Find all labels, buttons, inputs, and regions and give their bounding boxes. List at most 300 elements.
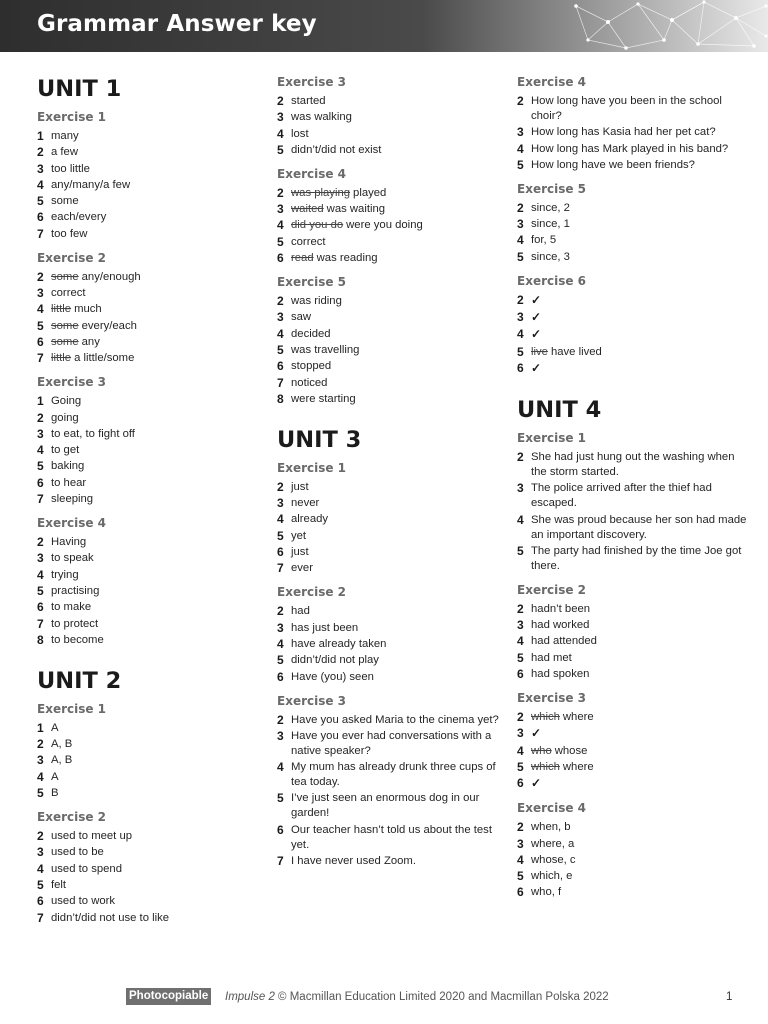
answer-text-wrap: [291, 512, 502, 527]
answer-text: was reading: [316, 252, 378, 265]
item-number: 1: [37, 720, 44, 735]
answer-column-2: [277, 74, 502, 870]
answer-text-wrap: [51, 862, 257, 877]
page-footer: [0, 988, 768, 1006]
answer-text: to speak: [51, 552, 94, 565]
item-number: 2: [277, 294, 284, 309]
item-number: 3: [37, 753, 44, 768]
unit-heading: UNIT 3: [277, 426, 362, 453]
answer-text-wrap: [51, 459, 257, 474]
exercise-block: [37, 515, 257, 648]
answer-item: [517, 513, 752, 543]
answer-text: just: [291, 480, 309, 493]
item-number: 3: [277, 310, 284, 325]
exercise-heading: Exercise 2: [517, 582, 587, 597]
answer-text: was walking: [291, 111, 352, 124]
struck-out-word: which: [531, 760, 560, 773]
item-number: 7: [277, 375, 284, 390]
answer-text: decided: [291, 327, 331, 340]
answer-text-wrap: [291, 670, 502, 685]
answer-text: trying: [51, 568, 79, 581]
exercise-heading: Exercise 5: [517, 181, 587, 196]
answer-text-wrap: [291, 529, 502, 544]
answer-text: Have you asked Maria to the cinema yet?: [291, 713, 499, 726]
answer-text-wrap: [51, 270, 257, 285]
exercise-block: [37, 701, 257, 801]
answer-text: each/every: [51, 211, 107, 224]
item-number: 2: [277, 712, 284, 727]
answer-item: [37, 351, 257, 366]
answer-item: [37, 862, 257, 877]
answer-text-wrap: [51, 302, 257, 317]
item-number: 2: [37, 410, 44, 425]
answer-text-wrap: [291, 545, 502, 560]
item-number: 2: [37, 145, 44, 160]
item-number: 7: [277, 854, 284, 869]
answer-text: Have (you) seen: [291, 670, 374, 683]
exercise-block: [277, 584, 502, 684]
item-number: 5: [277, 142, 284, 157]
answer-text-wrap: [531, 361, 752, 377]
answer-item: [37, 129, 257, 144]
answer-item: [517, 776, 752, 792]
item-number: 5: [517, 344, 524, 359]
item-number: 6: [37, 894, 44, 909]
item-number: 3: [517, 618, 524, 633]
answer-text-wrap: [531, 837, 752, 852]
item-number: 6: [277, 669, 284, 684]
item-number: 6: [37, 334, 44, 349]
answer-text: too little: [51, 162, 90, 175]
answer-text: too few: [51, 227, 88, 240]
answer-text-wrap: [531, 94, 752, 124]
answer-item: [517, 602, 752, 617]
item-number: 6: [517, 360, 524, 375]
answer-text-wrap: [291, 127, 502, 142]
item-number: 6: [517, 885, 524, 900]
item-number: 3: [37, 551, 44, 566]
answer-text-wrap: [531, 651, 752, 666]
answer-item: [517, 820, 752, 835]
answer-text: had worked: [531, 619, 590, 632]
answer-text: I have never used Zoom.: [291, 855, 416, 868]
answer-text: used to be: [51, 846, 104, 859]
item-number: 3: [517, 726, 524, 741]
answer-text: A, B: [51, 738, 73, 751]
answer-text-wrap: [291, 823, 502, 853]
answer-text: baking: [51, 460, 85, 473]
answer-text: any/enough: [81, 270, 141, 283]
struck-out-word: some: [51, 270, 79, 283]
item-number: 3: [517, 481, 524, 496]
item-number: 3: [277, 496, 284, 511]
item-number: 3: [517, 217, 524, 232]
item-number: 5: [517, 543, 524, 558]
item-number: 4: [517, 233, 524, 248]
answer-text-wrap: [531, 760, 752, 775]
answer-text: was waiting: [326, 203, 386, 216]
exercise-block: [37, 374, 257, 507]
exercise-heading: Exercise 4: [517, 801, 587, 816]
item-number: 2: [517, 449, 524, 464]
struck-out-word: little: [51, 303, 72, 316]
item-number: 2: [517, 820, 524, 835]
exercise-block: [517, 430, 752, 574]
answer-item: [277, 823, 502, 853]
answer-item: [37, 145, 257, 160]
item-number: 6: [277, 545, 284, 560]
answer-item: [517, 544, 752, 574]
answer-item: [517, 158, 752, 173]
exercise-heading: Exercise 3: [277, 693, 347, 708]
answer-text-wrap: [531, 869, 752, 884]
answer-text-wrap: [531, 634, 752, 649]
answer-text: hadn’t been: [531, 602, 591, 615]
answer-text-wrap: [51, 210, 257, 225]
answer-text-wrap: [531, 820, 752, 835]
check-mark-icon: ✓: [531, 776, 542, 791]
answer-text: had met: [531, 651, 572, 664]
answer-item: [37, 270, 257, 285]
item-number: 6: [517, 667, 524, 682]
item-number: 3: [517, 310, 524, 325]
page-header: [0, 0, 768, 52]
answer-text-wrap: [291, 854, 502, 869]
answer-text-wrap: [291, 343, 502, 358]
item-number: 4: [277, 760, 284, 775]
answer-text-wrap: [51, 737, 257, 752]
item-number: 3: [517, 125, 524, 140]
item-number: 3: [277, 620, 284, 635]
answer-text: where: [562, 711, 594, 724]
unit-heading: UNIT 2: [37, 667, 122, 694]
item-number: 5: [277, 528, 284, 543]
answer-item: [277, 791, 502, 821]
item-number: 5: [37, 318, 44, 333]
answer-text: to protect: [51, 617, 99, 630]
answer-text-wrap: [51, 600, 257, 615]
answer-item: [277, 561, 502, 576]
item-number: 2: [37, 269, 44, 284]
item-number: 2: [517, 601, 524, 616]
item-number: 3: [517, 836, 524, 851]
answer-text-wrap: [51, 145, 257, 160]
answer-item: [37, 492, 257, 507]
answer-item: [277, 760, 502, 790]
item-number: 2: [517, 710, 524, 725]
item-number: 4: [517, 634, 524, 649]
answer-item: [37, 894, 257, 909]
answer-text-wrap: [531, 710, 752, 725]
item-number: 4: [37, 769, 44, 784]
answer-text: never: [291, 497, 320, 510]
answer-item: [517, 201, 752, 216]
answer-item: [37, 286, 257, 301]
answer-item: [517, 634, 752, 649]
answer-text: stopped: [291, 360, 332, 373]
answer-item: [517, 361, 752, 377]
answer-item: [37, 459, 257, 474]
answer-item: [517, 345, 752, 360]
answer-text-wrap: [51, 351, 257, 366]
answer-text: lost: [291, 127, 309, 140]
item-number: 5: [37, 786, 44, 801]
answer-item: [517, 217, 752, 232]
item-number: 3: [37, 845, 44, 860]
answer-text-wrap: [531, 217, 752, 232]
item-number: 5: [37, 877, 44, 892]
answer-text-wrap: [531, 744, 752, 759]
item-number: 5: [37, 459, 44, 474]
item-number: 2: [37, 737, 44, 752]
answer-text-wrap: [291, 359, 502, 374]
struck-out-word: was playing: [291, 186, 351, 199]
item-number: 7: [37, 492, 44, 507]
item-number: 5: [517, 650, 524, 665]
answer-text-wrap: [531, 853, 752, 868]
answer-text: some: [51, 195, 79, 208]
answer-text: My mum has already drunk three cups of tea today.: [291, 761, 496, 789]
answer-text-wrap: [531, 327, 752, 343]
answer-item: [277, 637, 502, 652]
answer-text: were you doing: [346, 219, 423, 232]
answer-item: [517, 233, 752, 248]
answer-item: [277, 670, 502, 685]
answer-text-wrap: [531, 125, 752, 140]
item-number: 4: [277, 218, 284, 233]
exercise-heading: Exercise 3: [517, 691, 587, 706]
exercise-heading: Exercise 4: [37, 516, 107, 531]
answer-item: [37, 535, 257, 550]
answer-text: any/many/a few: [51, 178, 131, 191]
answer-text-wrap: [291, 637, 502, 652]
answer-text: any: [81, 335, 100, 348]
struck-out-word: waited: [291, 203, 324, 216]
answer-text: correct: [291, 235, 326, 248]
answer-text-wrap: [51, 721, 257, 736]
answer-text-wrap: [291, 235, 502, 250]
item-number: 4: [517, 852, 524, 867]
struck-out-word: read: [291, 252, 314, 265]
answer-text-wrap: [291, 110, 502, 125]
answer-item: [37, 600, 257, 615]
answer-item: [37, 737, 257, 752]
item-number: 3: [277, 728, 284, 743]
item-number: 4: [37, 302, 44, 317]
answer-text-wrap: [51, 411, 257, 426]
answer-text-wrap: [51, 535, 257, 550]
answer-item: [37, 911, 257, 926]
answer-item: [517, 651, 752, 666]
answer-item: [277, 653, 502, 668]
item-number: 2: [277, 604, 284, 619]
answer-item: [517, 125, 752, 140]
struck-out-word: some: [51, 335, 79, 348]
answer-item: [37, 319, 257, 334]
answer-text: felt: [51, 878, 67, 891]
item-number: 2: [277, 94, 284, 108]
answer-item: [37, 584, 257, 599]
item-number: 6: [37, 475, 44, 490]
answer-text-wrap: [531, 233, 752, 248]
item-number: 5: [277, 342, 284, 357]
answer-item: [517, 94, 752, 124]
answer-item: [37, 194, 257, 209]
answer-text: A, B: [51, 754, 73, 767]
unit-heading: UNIT 4: [517, 396, 602, 423]
exercise-block: [517, 181, 752, 265]
exercise-heading: Exercise 4: [517, 75, 587, 89]
answer-text-wrap: [531, 776, 752, 792]
answer-text-wrap: [51, 633, 257, 648]
answer-text-wrap: [51, 753, 257, 768]
answer-item: [277, 202, 502, 217]
answer-text-wrap: [531, 250, 752, 265]
item-number: 2: [517, 292, 524, 307]
answer-text-wrap: [291, 376, 502, 391]
answer-text: didn’t/did not play: [291, 654, 379, 667]
exercise-heading: Exercise 1: [277, 460, 347, 475]
answer-text: much: [74, 303, 102, 316]
answer-text-wrap: [531, 481, 752, 511]
answer-text-wrap: [51, 319, 257, 334]
exercise-block: [277, 460, 502, 576]
answer-item: [37, 162, 257, 177]
answer-text: The party had finished by the time Joe got there.: [531, 544, 742, 572]
answer-text-wrap: [51, 427, 257, 442]
item-number: 3: [37, 161, 44, 176]
exercise-block: [517, 74, 752, 173]
answer-text-wrap: [291, 604, 502, 619]
item-number: 2: [37, 535, 44, 550]
answer-item: [277, 310, 502, 325]
answer-text-wrap: [531, 667, 752, 682]
answer-item: [277, 294, 502, 309]
answer-item: [517, 327, 752, 343]
answer-text-wrap: [51, 194, 257, 209]
item-number: 4: [37, 861, 44, 876]
answer-text: were starting: [291, 392, 356, 405]
answer-item: [277, 359, 502, 374]
answer-text: How long have we been friends?: [531, 158, 695, 171]
answer-text: practising: [51, 584, 100, 597]
answer-text: She had just hung out the washing when the storm started.: [531, 450, 735, 478]
page-number: 1: [726, 991, 733, 1003]
answer-item: [517, 250, 752, 265]
item-number: 3: [37, 426, 44, 441]
item-number: 5: [37, 583, 44, 598]
answer-text: yet: [291, 529, 307, 542]
answer-text-wrap: [291, 496, 502, 511]
item-number: 6: [517, 776, 524, 791]
answer-text: started: [291, 95, 326, 107]
answer-text-wrap: [291, 480, 502, 495]
answer-item: [277, 512, 502, 527]
exercise-block: [517, 800, 752, 900]
item-number: 6: [277, 251, 284, 266]
answer-item: [517, 760, 752, 775]
answer-text: noticed: [291, 376, 328, 389]
answer-item: [277, 376, 502, 391]
answer-text-wrap: [531, 602, 752, 617]
answer-item: [37, 210, 257, 225]
answer-item: [277, 545, 502, 560]
answer-text: played: [353, 186, 387, 199]
answer-item: [37, 178, 257, 193]
exercise-block: [517, 690, 752, 792]
answer-text-wrap: [51, 227, 257, 242]
answer-item: [277, 235, 502, 250]
answer-text-wrap: [51, 286, 257, 301]
answer-text-wrap: [291, 143, 502, 158]
answer-text: Going: [51, 395, 82, 408]
answer-item: [37, 878, 257, 893]
item-number: 7: [277, 561, 284, 576]
answer-text: She was proud because her son had made an important discovery.: [531, 513, 747, 541]
answer-text: to eat, to fight off: [51, 427, 135, 440]
answer-item: [37, 302, 257, 317]
answer-item: [517, 450, 752, 480]
struck-out-word: some: [51, 319, 79, 332]
answer-text: sleeping: [51, 493, 94, 506]
item-number: 8: [277, 391, 284, 406]
answer-item: [517, 837, 752, 852]
answer-text-wrap: [51, 394, 257, 409]
answer-text-wrap: [531, 726, 752, 742]
item-number: 4: [37, 567, 44, 582]
answer-item: [37, 443, 257, 458]
answer-text: had spoken: [531, 668, 590, 681]
answer-text: since, 2: [531, 201, 570, 214]
answer-text: had: [291, 605, 310, 618]
exercise-heading: Exercise 2: [37, 810, 107, 825]
answer-text-wrap: [291, 653, 502, 668]
check-mark-icon: ✓: [531, 726, 542, 741]
answer-text: was riding: [291, 295, 342, 308]
answer-item: [37, 633, 257, 648]
answer-text-wrap: [291, 186, 502, 201]
answer-text: since, 1: [531, 218, 570, 231]
answer-text-wrap: [51, 335, 257, 350]
answer-item: [517, 293, 752, 309]
item-number: 5: [277, 653, 284, 668]
answer-item: [37, 227, 257, 242]
item-number: 4: [517, 141, 524, 156]
exercise-block: [37, 109, 257, 242]
answer-item: [277, 729, 502, 759]
answer-text: How long has Mark played in his band?: [531, 142, 729, 155]
book-title: Impulse 2: [225, 991, 275, 1003]
item-number: 4: [517, 512, 524, 527]
answer-item: [517, 853, 752, 868]
answer-text-wrap: [291, 713, 502, 728]
answer-text: who, f: [531, 886, 562, 899]
answer-item: [277, 143, 502, 158]
answer-text: Have you ever had conversations with a native speaker?: [291, 729, 492, 757]
answer-text: to become: [51, 633, 104, 646]
answer-text-wrap: [51, 584, 257, 599]
answer-text-wrap: [291, 251, 502, 266]
answer-text-wrap: [51, 894, 257, 909]
answer-text: was travelling: [291, 343, 360, 356]
answer-item: [277, 713, 502, 728]
exercise-heading: Exercise 3: [277, 75, 347, 89]
answer-text-wrap: [531, 142, 752, 157]
answer-item: [37, 568, 257, 583]
exercise-heading: Exercise 1: [517, 430, 587, 445]
item-number: 5: [517, 759, 524, 774]
answer-item: [277, 621, 502, 636]
